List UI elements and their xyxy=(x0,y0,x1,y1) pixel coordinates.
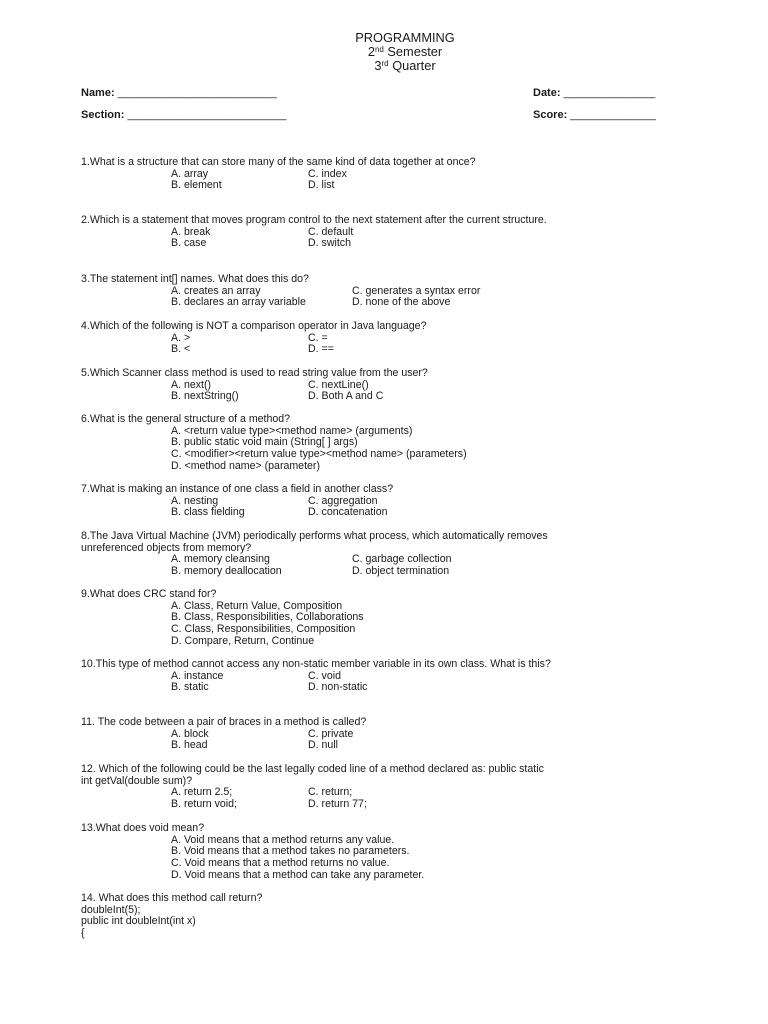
question-text: 14. What does this method call return? xyxy=(81,892,263,904)
option-a[interactable]: A. block xyxy=(171,727,209,740)
score-label: Score: xyxy=(533,109,568,121)
question-5 xyxy=(81,368,551,403)
question-text: 6.What is the general structure of a method? xyxy=(81,413,291,425)
question-text: 5.Which Scanner class method is used to read string value from the user? xyxy=(81,367,428,379)
question-14 xyxy=(81,893,551,940)
question-text: 9.What does CRC stand for? xyxy=(81,588,217,600)
name-blank[interactable]: __________________________ xyxy=(114,87,277,99)
question-text: 11. The code between a pair of braces in a method is called? xyxy=(81,716,367,728)
option-a[interactable]: A. return 2.5; xyxy=(171,786,233,799)
option-d[interactable]: D. <method name> (parameter) xyxy=(171,459,320,472)
option-d[interactable]: D. list xyxy=(308,179,335,192)
question-4 xyxy=(81,321,551,356)
code-line: { xyxy=(81,927,85,940)
option-a[interactable]: A. array xyxy=(171,167,209,180)
option-a[interactable]: A. instance xyxy=(171,669,224,682)
question-text: 1.What is a structure that can store many of the same kind of data together at once? xyxy=(81,156,476,168)
option-d[interactable]: D. Compare, Return, Continue xyxy=(171,634,315,647)
options xyxy=(171,227,551,250)
option-c[interactable]: C. aggregation xyxy=(308,494,378,507)
date-label: Date: xyxy=(533,87,561,99)
section-blank[interactable]: __________________________ xyxy=(124,109,287,121)
question-11 xyxy=(81,717,551,752)
option-d[interactable]: D. object termination xyxy=(352,565,450,578)
section-field[interactable] xyxy=(81,109,287,122)
question-text: 10.This type of method cannot access any non-static member variable in its own class. What is this? xyxy=(81,658,551,670)
option-b[interactable]: B. class fielding xyxy=(171,506,245,519)
section-label: Section: xyxy=(81,109,125,121)
quarter-superscript: rd xyxy=(381,59,389,68)
option-c[interactable]: C. default xyxy=(308,225,354,238)
options xyxy=(171,333,551,356)
name-label: Name: xyxy=(81,87,115,99)
options xyxy=(171,286,551,309)
question-13 xyxy=(81,823,551,882)
option-d[interactable]: D. == xyxy=(308,343,334,356)
question-8 xyxy=(81,531,551,578)
option-b[interactable]: B. return void; xyxy=(171,798,237,811)
option-d[interactable]: D. return 77; xyxy=(308,798,367,811)
option-c[interactable]: C. Void means that a method returns no value. xyxy=(171,857,390,870)
option-b[interactable]: B. public static void main (String[ ] args) xyxy=(171,436,358,449)
option-c[interactable]: C. nextLine() xyxy=(308,378,369,391)
code-line: doubleInt(5); xyxy=(81,903,141,916)
options xyxy=(171,169,551,192)
options xyxy=(171,380,551,403)
question-text: 3.The statement int[] names. What does this do? xyxy=(81,273,309,285)
options xyxy=(171,729,551,752)
question-text: 4.Which of the following is NOT a comparison operator in Java language? xyxy=(81,320,427,332)
question-12 xyxy=(81,764,551,811)
option-b[interactable]: B. nextString() xyxy=(171,390,239,403)
score-field[interactable] xyxy=(533,109,656,122)
options xyxy=(171,496,551,519)
question-text: 8.The Java Virtual Machine (JVM) periodically performs what process, which automatically removes unreferenced objects from memory? xyxy=(81,530,548,554)
question-2 xyxy=(81,215,551,250)
date-blank[interactable]: _______________ xyxy=(560,87,656,99)
option-b[interactable]: B. head xyxy=(171,739,208,752)
option-b[interactable]: B. < xyxy=(171,343,191,356)
option-c[interactable]: C. void xyxy=(308,669,341,682)
option-a[interactable]: A. creates an array xyxy=(171,284,261,297)
option-c[interactable]: C. index xyxy=(308,167,347,180)
options xyxy=(171,835,551,882)
score-blank[interactable]: ______________ xyxy=(567,109,656,121)
name-field[interactable] xyxy=(81,87,277,100)
option-c[interactable]: C. <modifier><return value type><method name> (parameters) xyxy=(171,448,467,461)
option-a[interactable]: A. nesting xyxy=(171,494,219,507)
option-a[interactable]: A. <return value type><method name> (arguments) xyxy=(171,424,413,437)
option-a[interactable]: A. break xyxy=(171,225,211,238)
option-d[interactable]: D. Both A and C xyxy=(308,390,384,403)
option-b[interactable]: B. element xyxy=(171,179,222,192)
question-6 xyxy=(81,414,551,473)
options xyxy=(171,601,551,648)
options xyxy=(171,426,551,473)
exam-title: PROGRAMMING xyxy=(355,30,455,45)
code-line: public int doubleInt(int x) xyxy=(81,915,196,928)
option-c[interactable]: C. garbage collection xyxy=(352,553,452,566)
option-b[interactable]: B. Void means that a method takes no parameters. xyxy=(171,845,410,858)
question-1 xyxy=(81,157,551,192)
date-field[interactable] xyxy=(533,87,655,100)
question-text: 13.What does void mean? xyxy=(81,822,205,834)
quarter-number: 3 xyxy=(374,58,382,73)
question-9 xyxy=(81,589,551,648)
option-c[interactable]: C. return; xyxy=(308,786,353,799)
options xyxy=(171,787,551,810)
options xyxy=(171,554,551,577)
option-d[interactable]: D. switch xyxy=(308,237,351,250)
option-d[interactable]: D. Void means that a method can take any parameter. xyxy=(171,868,425,881)
option-c[interactable]: C. generates a syntax error xyxy=(352,284,481,297)
option-a[interactable]: A. Class, Return Value, Composition xyxy=(171,599,343,612)
question-text: 2.Which is a statement that moves program control to the next statement after the current structure. xyxy=(81,214,547,226)
question-7 xyxy=(81,484,551,519)
question-10 xyxy=(81,659,551,694)
option-a[interactable]: A. next() xyxy=(171,378,212,391)
quarter-word: Quarter xyxy=(388,58,436,73)
question-3 xyxy=(81,274,551,309)
option-a[interactable]: A. Void means that a method returns any value. xyxy=(171,833,395,846)
question-text: 12. Which of the following could be the last legally coded line of a method declared as: public static int getVal(double sum)? xyxy=(81,763,544,787)
option-c[interactable]: C. Class, Responsibilities, Composition xyxy=(171,623,356,636)
quarter-line xyxy=(0,59,768,73)
semester-number: 2 xyxy=(367,44,375,59)
option-d[interactable]: D. concatenation xyxy=(308,506,388,519)
semester-word: Semester xyxy=(383,44,443,59)
option-c[interactable]: C. = xyxy=(308,331,328,344)
option-b[interactable]: B. Class, Responsibilities, Collaborations xyxy=(171,611,364,624)
option-d[interactable]: D. none of the above xyxy=(352,296,451,309)
option-b[interactable]: B. static xyxy=(171,681,209,694)
option-a[interactable]: A. > xyxy=(171,331,191,344)
question-text: 7.What is making an instance of one class a field in another class? xyxy=(81,483,394,495)
option-d[interactable]: D. null xyxy=(308,739,339,752)
options xyxy=(171,671,551,694)
semester-superscript: nd xyxy=(374,45,384,54)
option-b[interactable]: B. case xyxy=(171,237,207,250)
option-a[interactable]: A. memory cleansing xyxy=(171,553,270,566)
option-b[interactable]: B. memory deallocation xyxy=(171,565,282,578)
option-c[interactable]: C. private xyxy=(308,727,354,740)
semester-line xyxy=(0,45,768,59)
option-d[interactable]: D. non-static xyxy=(308,681,368,694)
option-b[interactable]: B. declares an array variable xyxy=(171,296,306,309)
